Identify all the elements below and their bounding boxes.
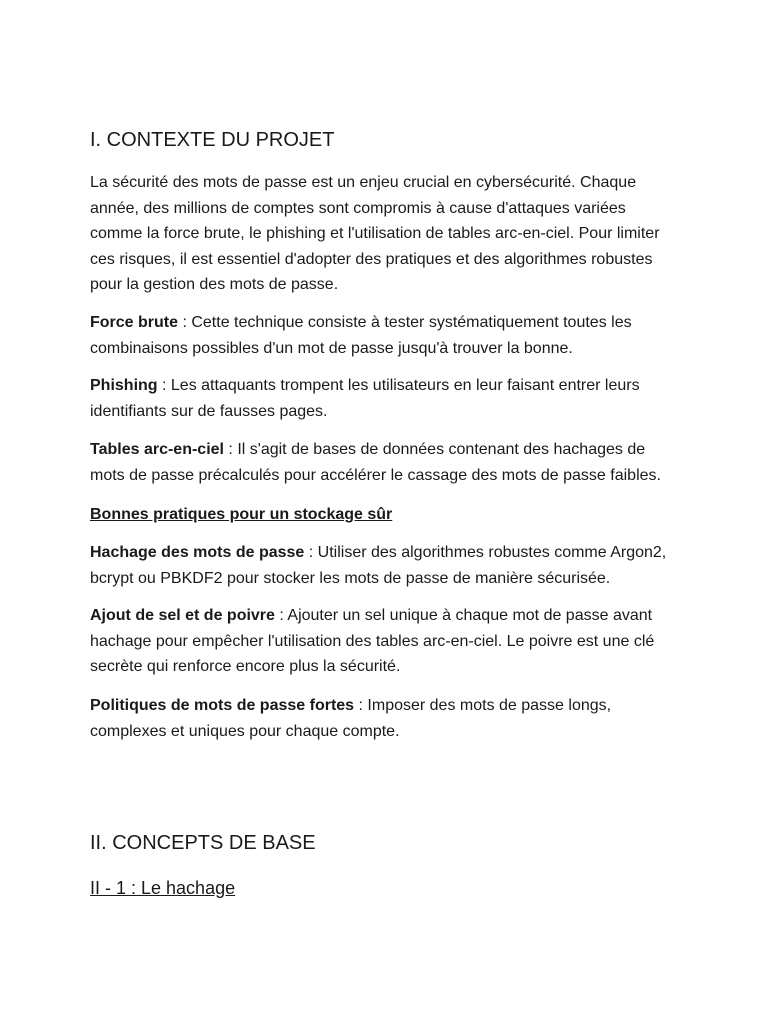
term-salt-pepper: Ajout de sel et de poivre — [90, 607, 275, 624]
section-2-title: II. CONCEPTS DE BASE — [90, 832, 316, 854]
intro-paragraph: La sécurité des mots de passe est un enjeu crucial en cybersécurité. Chaque année, des millions de comptes sont compromis à cause d'attaques variées comme la force brute, le phishing et l'utilisation de tables arc-en-ciel. Pour limiter ces risques, il est essentiel d'adopter des pratiques et des algorithmes robustes pour la gestion des mots de passe. — [90, 174, 660, 293]
attack-force-brute — [90, 310, 680, 361]
practices-heading: Bonnes pratiques pour un stockage sûr — [90, 506, 393, 523]
attack-phishing — [90, 373, 680, 424]
section-1-title: I. CONTEXTE DU PROJET — [90, 129, 335, 151]
attack-rainbow-tables — [90, 437, 680, 488]
desc-rainbow-tables: : Il s'agit de bases de données contenant des hachages de mots de passe précalculés pour accélérer le cassage des mots de passe faibles. — [90, 441, 661, 484]
desc-password-policy: : Imposer des mots de passe longs, complexes et uniques pour chaque compte. — [90, 697, 612, 740]
desc-hashing: : Utiliser des algorithmes robustes comme Argon2, bcrypt ou PBKDF2 pour stocker les mots de passe de manière sécurisée. — [90, 544, 667, 587]
term-phishing: Phishing — [90, 377, 158, 394]
practice-hashing — [90, 540, 680, 591]
term-hashing: Hachage des mots de passe — [90, 544, 305, 561]
subsection-hashing-title: II - 1 : Le hachage — [90, 878, 236, 898]
term-force-brute: Force brute — [90, 314, 179, 331]
term-password-policy: Politiques de mots de passe fortes — [90, 697, 355, 714]
term-rainbow-tables: Tables arc-en-ciel — [90, 441, 224, 458]
practice-salt-pepper — [90, 603, 680, 680]
practice-password-policy — [90, 693, 680, 744]
desc-salt-pepper: : Ajouter un sel unique à chaque mot de passe avant hachage pour empêcher l'utilisation des tables arc-en-ciel. Le poivre est une clé secrète qui renforce encore plus la sécurité. — [90, 607, 655, 675]
desc-phishing: : Les attaquants trompent les utilisateurs en leur faisant entrer leurs identifiants sur de fausses pages. — [90, 377, 640, 420]
desc-force-brute: : Cette technique consiste à tester systématiquement toutes les combinaisons possibles d'un mot de passe jusqu'à trouver la bonne. — [90, 314, 632, 357]
